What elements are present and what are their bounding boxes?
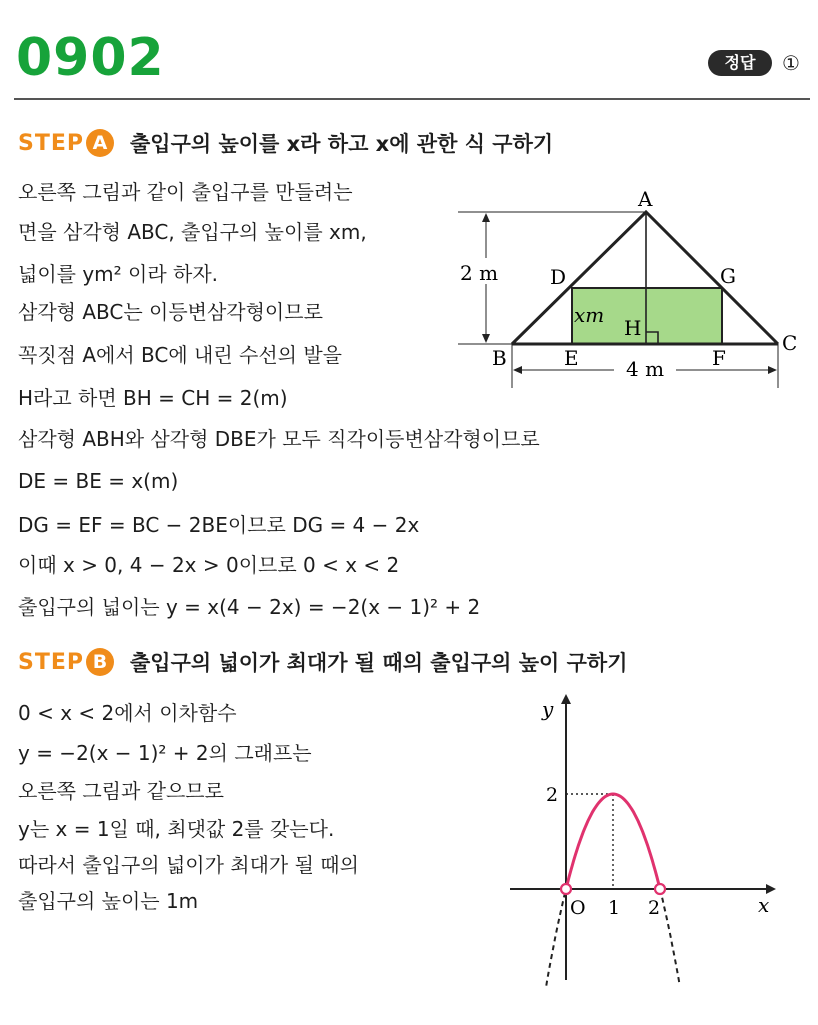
step-b-letter: B xyxy=(86,648,114,676)
step-a-line-10: 출입구의 넓이는 y = x(4 − 2x) = −2(x − 1)² + 2 xyxy=(18,595,481,619)
step-b-heading xyxy=(18,645,627,679)
label-c: C xyxy=(782,331,798,355)
step-b-line-5: 출입구의 높이는 1m xyxy=(18,889,199,913)
answer-badge: 정답 xyxy=(708,50,772,76)
step-b-label: STEP xyxy=(18,649,85,675)
step-b-line-3: y는 x = 1일 때, 최댓값 2를 갖는다. xyxy=(18,817,335,841)
y-axis-label: y xyxy=(542,697,554,721)
height-arrowhead-down xyxy=(482,334,490,343)
header-divider xyxy=(14,98,810,100)
label-a: A xyxy=(638,187,653,211)
label-e: E xyxy=(564,346,579,370)
open-point-two xyxy=(655,884,665,894)
x-axis-label: x xyxy=(758,893,770,917)
step-a-line-1: 면을 삼각형 ABC, 출입구의 높이를 xm, xyxy=(18,220,367,244)
step-b-title: 출입구의 넓이가 최대가 될 때의 출입구의 높이 구하기 xyxy=(130,651,628,675)
step-a-line-0: 오른쪽 그림과 같이 출입구를 만들려는 xyxy=(18,180,353,204)
label-f: F xyxy=(712,346,726,370)
y-tick-2: 2 xyxy=(546,784,559,806)
label-h: H xyxy=(624,316,642,340)
triangle-figure xyxy=(440,180,810,390)
base-arrowhead-left xyxy=(513,366,522,374)
step-a-line-2: 넓이를 ym² 이라 하자. xyxy=(18,262,219,286)
step-a-line-6: 삼각형 ABH와 삼각형 DBE가 모두 직각이등변삼각형이므로 xyxy=(18,427,540,451)
step-a-letter: A xyxy=(86,129,114,157)
step-b-line-4: 따라서 출입구의 넓이가 최대가 될 때의 xyxy=(18,853,359,877)
step-a-line-7: DE = BE = x(m) xyxy=(18,469,179,493)
step-a-line-3: 삼각형 ABC는 이등변삼각형이므로 xyxy=(18,300,323,324)
y-axis-arrow xyxy=(561,694,571,704)
origin-label: O xyxy=(570,897,586,919)
parabola-graph xyxy=(500,686,800,986)
parabola-branch-right xyxy=(660,889,680,986)
step-a-line-4: 꼭짓점 A에서 BC에 내린 수선의 발을 xyxy=(18,343,342,367)
base-label: 4 m xyxy=(626,357,665,381)
height-label: 2 m xyxy=(460,261,499,285)
step-b-line-0: 0 < x < 2에서 이차함수 xyxy=(18,701,237,725)
step-a-line-9: 이때 x > 0, 4 − 2x > 0이므로 0 < x < 2 xyxy=(18,553,400,577)
x-tick-1: 1 xyxy=(608,897,621,919)
x-tick-2: 2 xyxy=(648,897,661,919)
label-g: G xyxy=(720,264,736,288)
label-b: B xyxy=(492,346,507,370)
step-a-title: 출입구의 높이를 x라 하고 x에 관한 식 구하기 xyxy=(130,132,554,156)
problem-number: 0902 xyxy=(16,28,165,88)
height-arrowhead-up xyxy=(482,213,490,222)
step-a-heading xyxy=(18,126,553,160)
step-a-label: STEP xyxy=(18,130,85,156)
answer-value: ① xyxy=(782,51,800,75)
label-d: D xyxy=(550,265,567,289)
step-a-line-5: H라고 하면 BH = CH = 2(m) xyxy=(18,386,288,410)
base-arrowhead-right xyxy=(768,366,777,374)
side-label: xm xyxy=(574,303,605,327)
step-b-line-1: y = −2(x − 1)² + 2의 그래프는 xyxy=(18,741,312,765)
step-b-line-2: 오른쪽 그림과 같으므로 xyxy=(18,779,224,803)
parabola-branch-left xyxy=(546,889,566,986)
step-a-line-8: DG = EF = BC − 2BE이므로 DG = 4 − 2x xyxy=(18,513,420,537)
open-point-origin xyxy=(561,884,571,894)
